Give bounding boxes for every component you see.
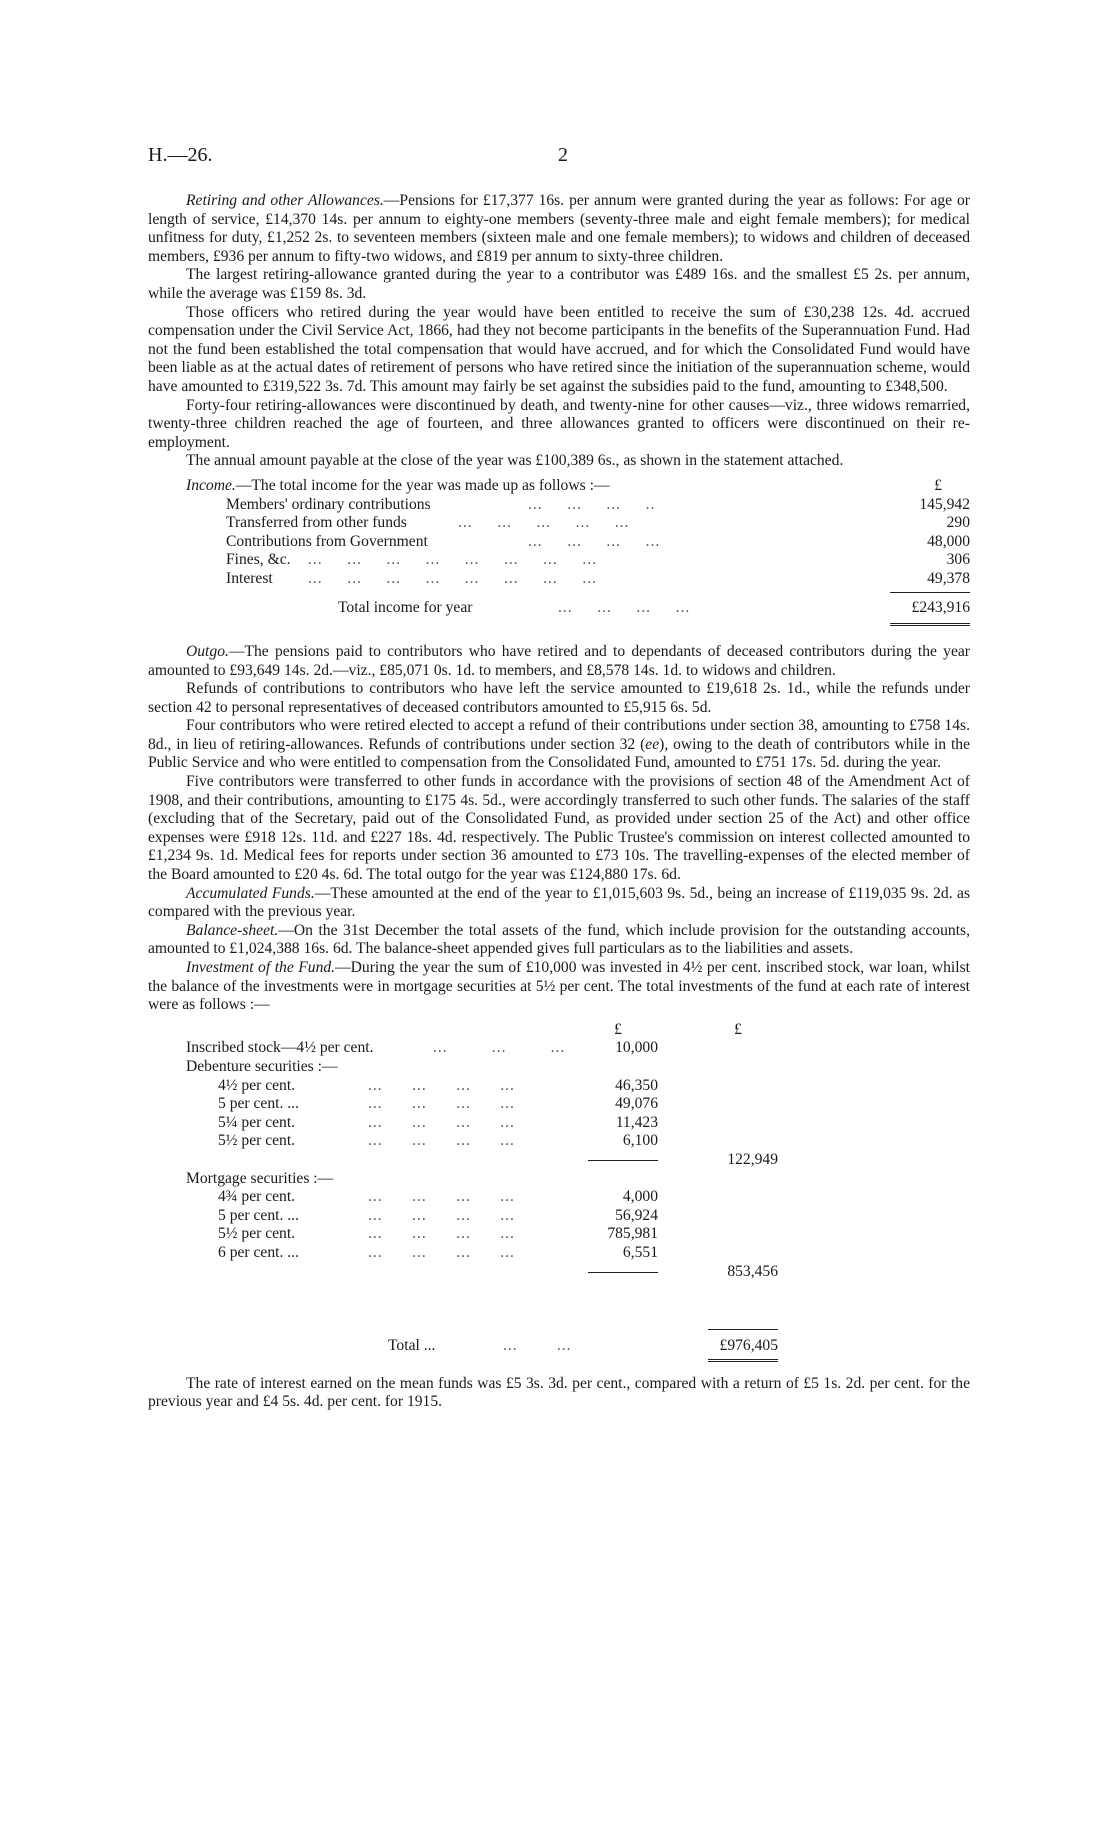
ledger-row: 5 per cent. ... ... ... ... ... 49,076	[218, 1095, 658, 1113]
paragraph-text: —On the 31st December the total assets of the fund, which include provision for the outstanding accounts, amounted to £1,024,388 16s. 6d. The balance-sheet appended gives full particulars as to the liabilities and assets.	[148, 921, 970, 958]
ledger-label: Contributions from Government	[226, 532, 428, 550]
ledger-row: 5¼ per cent. ... ... ... ... 11,423	[218, 1113, 658, 1131]
ledger-value: 46,350	[615, 1076, 658, 1094]
ledger-label: 6 per cent. ...	[218, 1243, 299, 1261]
ledger-row: 5 per cent. ... ... ... ... ... 56,924	[218, 1206, 658, 1224]
ledger-value: 6,100	[622, 1132, 658, 1150]
currency-header: £	[934, 476, 942, 494]
paragraph-retiring	[148, 192, 970, 266]
ledger-label: Interest	[226, 569, 273, 587]
ledger-value: 49,378	[927, 569, 970, 587]
paragraph-four-contributors	[148, 717, 970, 773]
ledger-value: 306	[946, 551, 970, 569]
paragraph-outgo	[148, 643, 970, 680]
ledger-value: 48,000	[927, 532, 970, 550]
ledger-value: 10,000	[615, 1039, 658, 1057]
ledger-value: 6,551	[622, 1243, 658, 1261]
ledger-value: 49,076	[615, 1095, 658, 1113]
ledger-value: 11,423	[615, 1113, 658, 1131]
ledger-total-value: £243,916	[911, 598, 970, 616]
paragraph-discontinued: Forty-four retiring-allowances were discontinued by death, and twenty-nine for other causes—viz., three widows remarried, twenty-three children reached the age of fourteen, and three allowances granted to officers were discontinued on their re-employment.	[148, 396, 970, 451]
subtotal-rule	[588, 1160, 658, 1161]
paragraph-largest-allowance: The largest retiring-allowance granted during the year to a contributor was £489 16s. and the smallest £5 2s. per annum, while the average was £159 8s. 3d.	[148, 266, 970, 302]
ledger-row: Fines, &c. ... ... ... ... ... ... ... ... 306	[226, 551, 970, 569]
paragraph-balance-sheet	[148, 922, 970, 959]
ledger-total-row: Total income for year ... ... ... ... £243,916	[338, 598, 970, 616]
paragraph-text: ee	[645, 735, 660, 753]
subtotal-value: 122,949	[727, 1150, 778, 1168]
document-code: H.—26.	[148, 144, 213, 166]
paragraph-interest-rate: The rate of interest earned on the mean funds was £5 3s. 3d. per cent., compared with a return of £5 1s. 2d. per cent. for the previous year and £4 5s. 4d. per cent. for 1915.	[148, 1374, 970, 1411]
ledger-total-label: Total income for year	[338, 598, 473, 616]
ledger-row: 5½ per cent. ... ... ... ... 785,981	[218, 1225, 658, 1243]
ledger-row: 5½ per cent. ... ... ... ... 6,100	[218, 1132, 658, 1150]
ledger-label: 5½ per cent.	[218, 1132, 296, 1150]
ledger-heading: Mortgage securities :—	[186, 1169, 334, 1187]
ledger-row: Inscribed stock—4½ per cent. ... ... ... 10,000	[186, 1039, 658, 1057]
ledger-label: 5½ per cent.	[218, 1225, 296, 1243]
ledger-label: 4½ per cent.	[218, 1076, 296, 1094]
page-number: 2	[558, 144, 568, 166]
subtotal-value: 853,456	[727, 1262, 778, 1280]
total-double-rule	[708, 1359, 778, 1362]
document-body	[148, 192, 970, 1412]
page-header	[148, 144, 970, 168]
paragraph-text: ), owing to the death of contributors while in the Public Service and who were entitled to compensation from the Consolidated Fund, amounted to £751 17s. 5d. during the year.	[148, 735, 971, 772]
ledger-value: 290	[946, 514, 970, 532]
ledger-label: Members' ordinary contributions	[226, 495, 431, 513]
ledger-row: 6 per cent. ... ... ... ... ... 6,551	[218, 1243, 658, 1261]
ledger-value: 56,924	[615, 1206, 658, 1224]
ledger-total-value: £976,405	[719, 1336, 778, 1354]
section-title-retiring: Retiring and other Allowances.	[186, 192, 384, 209]
ledger-value: 785,981	[607, 1225, 658, 1243]
ledger-row: Transferred from other funds ... ... ... ... ... 290	[226, 514, 970, 532]
ledger-heading: Debenture securities :—	[186, 1057, 338, 1075]
total-double-rule	[890, 623, 970, 626]
ledger-total-label: Total ...	[388, 1336, 436, 1354]
paragraph-compensation: Those officers who retired during the year would have been entitled to receive the sum of £30,238 12s. 4d. accrued compensation under the Civil Service Act, 1866, had they not become participants in the benefits of the Superannuation Fund. Had not the fund been established the total compensation that would have accrued, and for which the Consolidated Fund would have been liable as at the actual dates of retirement of persons who have retired since the initiation of the superannuation scheme, would have amounted to £319,522 3s. 7d. This amount may fairly be set against the subsidies paid to the fund, amounting to £348,500.	[148, 303, 970, 395]
paragraph-accumulated	[148, 885, 970, 922]
ledger-value: 145,942	[919, 495, 970, 513]
section-title-income: Income.	[186, 476, 236, 494]
subtotal-rule	[708, 1329, 778, 1330]
paragraph-investment	[148, 959, 970, 1015]
paragraph-text: —Pensions for £17,377 16s. per annum were granted during the year as follows: For age or length of service, £14,370 14s. per annum to eighty-one members (seventy-three male and eight female members); for medical unfitness for duty, £1,252 2s. to seventeen members (sixteen male and one female members); to widows and children of deceased members, £936 per annum to fifty-two widows, and £819 per annum to sixty-three children.	[148, 192, 970, 265]
ledger-label: 5 per cent. ...	[218, 1095, 299, 1113]
income-intro: —The total income for the year was made up as follows :—	[235, 476, 610, 494]
section-title-balance: Balance-sheet.	[186, 921, 279, 939]
investments-ledger	[148, 1021, 970, 1361]
paragraph-text: —During the year the sum of £10,000 was invested in 4½ per cent. inscribed stock, war loan, whilst the balance of the investments were in mortgage securities at 5½ per cent. The total investments of the fund at each rate of interest were as follows :—	[148, 959, 970, 1014]
currency-header: £	[614, 1020, 622, 1038]
paragraph-annual-amount: The annual amount payable at the close of the year was £100,389 6s., as shown in the statement attached.	[186, 452, 844, 470]
ledger-row: 4½ per cent. ... ... ... ... 46,350	[218, 1076, 658, 1094]
paragraph-text: —These amounted at the end of the year to £1,015,603 9s. 5d., being an increase of £119,035 9s. 2d. as compared with the previous year.	[148, 884, 971, 921]
subtotal-rule	[890, 592, 970, 593]
section-title-outgo: Outgo.	[186, 642, 229, 660]
income-ledger	[148, 477, 970, 627]
ledger-label: Inscribed stock—4½ per cent.	[186, 1039, 374, 1057]
paragraph-text: —The pensions paid to contributors who have retired and to dependants of deceased contributors during the year amounted to £93,649 14s. 2d.—viz., £85,071 0s. 1d. to members, and £8,578 14s. 1d. to widows and children.	[148, 642, 970, 679]
ledger-row: Contributions from Government ... ... ... ... 48,000	[226, 532, 970, 550]
paragraph-refunds: Refunds of contributions to contributors who have left the service amounted to £19,618 2s. 1d., while the refunds under section 42 to personal representatives of deceased contributors amounted to £5,915 6s. 5d.	[148, 680, 970, 716]
ledger-row: Interest ... ... ... ... ... ... ... ... 49,378	[226, 569, 970, 587]
ledger-label: Transferred from other funds	[226, 514, 407, 532]
paragraph-transfers: Five contributors were transferred to other funds in accordance with the provisions of section 48 of the Amendment Act of 1908, and their contributions, amounting to £175 4s. 5d., were accordingly transferred to such other funds. The salaries of the staff (excluding that of the Secretary, paid out of the Consolidated Fund, as provided under section 25 of the Act) and other office expenses were £918 12s. 11d. and £227 18s. 4d. respectively. The Public Trustee's commission on interest collected amounted to £1,234 9s. 1d. Medical fees for reports under section 36 amounted to £73 10s. The travelling-expenses of the elected member of the Board amounted to £20 4s. 6d. The total outgo for the year was £124,880 17s. 6d.	[148, 773, 970, 884]
ledger-label: Fines, &c.	[226, 551, 291, 569]
currency-header: £	[734, 1020, 742, 1038]
subtotal-rule	[588, 1272, 658, 1273]
ledger-row: Members' ordinary contributions ... ... ... .. 145,942	[226, 495, 970, 513]
section-title-accumulated: Accumulated Funds.	[186, 884, 315, 902]
ledger-label: 4¾ per cent.	[218, 1188, 296, 1206]
ledger-value: 4,000	[622, 1188, 658, 1206]
ledger-label: 5 per cent. ...	[218, 1206, 299, 1224]
ledger-row: 4¾ per cent. ... ... ... ... 4,000	[218, 1188, 658, 1206]
ledger-label: 5¼ per cent.	[218, 1113, 296, 1131]
section-title-investment: Investment of the Fund.	[186, 959, 336, 976]
ledger-total-row: Total ... ... ... £976,405	[388, 1336, 778, 1354]
paragraph-text: Four contributors who were retired elected to accept a refund of their contributions under section 38, amounting to £758 14s. 8d., in lieu of retiring-allowances. Refunds of contributions under section 32 (	[148, 717, 970, 753]
